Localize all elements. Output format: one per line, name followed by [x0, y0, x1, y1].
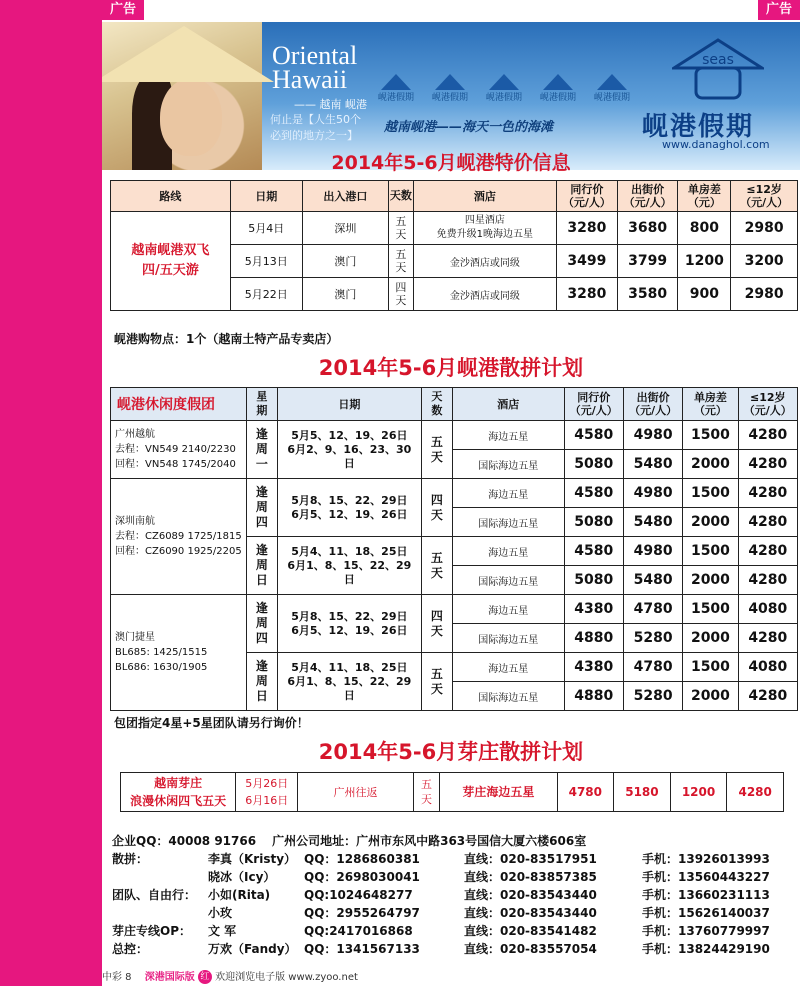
- price-cell: 2000: [683, 508, 738, 537]
- contact-row: 小玫 QQ：2955264797 直线：020-83543440 手机：15626140037: [208, 906, 770, 920]
- airline-info: 深圳南航 去程：CZ6089 1725/1815 回程：CZ6090 1925/2205: [111, 479, 247, 595]
- dates-cell: 5月4、11、18、25日 6月1、8、15、22、29 日: [277, 653, 421, 711]
- table-row: [111, 421, 798, 450]
- table-row: [111, 212, 798, 245]
- price-cell: 5280: [623, 624, 682, 653]
- route-name: 越南岘港双飞 四/五天游: [111, 212, 231, 311]
- price-cell: 4580: [564, 421, 623, 450]
- price-cell: 4580: [564, 479, 623, 508]
- price-cell: 2000: [683, 624, 738, 653]
- hat-icon: [381, 74, 411, 90]
- days-cell: 五 天: [421, 653, 452, 711]
- weekday-cell: 逢 周 四: [246, 595, 277, 653]
- hat-icon: [489, 74, 519, 90]
- section2-title: 2014年5-6月岘港散拼计划: [318, 356, 584, 380]
- hotel-cell: 国际海边五星: [452, 508, 564, 537]
- shopping-note: 岘港购物点：1个（越南土特产品专卖店）: [114, 332, 339, 346]
- price-cell: 3200: [731, 245, 798, 278]
- price-cell: 4280: [738, 624, 797, 653]
- hotel-cell: 海边五星: [452, 653, 564, 682]
- col-header: 天数: [388, 181, 413, 212]
- port-cell: 深圳: [302, 212, 388, 245]
- airline-info: 澳门捷星 BL685: 1425/1515 BL686: 1630/1905: [111, 595, 247, 711]
- col-header: 出街价 （元/人）: [623, 388, 682, 421]
- price-cell: 3580: [617, 278, 678, 311]
- brand-chinese: —— 越南 岘港: [294, 98, 367, 111]
- price-cell: 4280: [738, 682, 797, 711]
- hotel-cell: 芽庄海边五星: [440, 773, 557, 812]
- col-header: 单房差 （元）: [683, 388, 738, 421]
- price-cell: 4780: [623, 595, 682, 624]
- magenta-side-strip: [0, 0, 102, 986]
- col-header: 同行价 （元/人）: [557, 181, 618, 212]
- brand-english: Oriental Hawaii: [272, 41, 358, 94]
- contact-row: 芽庄专线OP： 文 军 QQ:2417016868 直线：020-83541482 手机：13760779997: [112, 924, 770, 938]
- table-header-row: [111, 181, 798, 212]
- group-note: 包团指定4星+5星团队请另行询价！: [114, 716, 309, 730]
- dates-cell: 5月5、12、19、26日 6月2、9、16、23、30 日: [277, 421, 421, 479]
- days-cell: 四 天: [421, 595, 452, 653]
- price-cell: 1500: [683, 653, 738, 682]
- days-cell: 四 天: [388, 278, 413, 311]
- route-name: 越南芽庄 浪漫休闲四飞五天: [121, 773, 236, 812]
- price-cell: 3799: [617, 245, 678, 278]
- section1-title: 2014年5-6月岘港特价信息: [331, 152, 571, 174]
- edition-name: 深港国际版: [144, 972, 195, 983]
- col-header: 天 数: [421, 388, 452, 421]
- section3-title: 2014年5-6月芽庄散拼计划: [318, 740, 584, 764]
- hotel-cell: 海边五星: [452, 479, 564, 508]
- price-cell: 5480: [623, 508, 682, 537]
- hotel-cell: 金沙酒店或同级: [413, 278, 556, 311]
- price-cell: 2000: [683, 450, 738, 479]
- col-header: ≤12岁 （元/人）: [738, 388, 797, 421]
- price-cell: 5280: [623, 682, 682, 711]
- col-header: 日期: [230, 181, 302, 212]
- col-header: ≤12岁 （元/人）: [731, 181, 798, 212]
- group-tour-table: [110, 387, 798, 711]
- price-cell: 1200: [670, 773, 727, 812]
- special-price-table: [110, 180, 798, 311]
- price-cell: 4980: [623, 421, 682, 450]
- slogan: 何止是【人生50个 必到的地方之一】: [270, 113, 361, 142]
- date-cell: 5月13日: [230, 245, 302, 278]
- date-cell: 5月4日: [230, 212, 302, 245]
- mini-logo-row: [374, 74, 634, 103]
- dates-cell: 5月8、15、22、29日 6月5、12、19、26日: [277, 479, 421, 537]
- price-cell: 2980: [731, 278, 798, 311]
- hotel-cell: 国际海边五星: [452, 566, 564, 595]
- logo-hat-text: seas: [702, 52, 734, 68]
- price-cell: 4280: [738, 479, 797, 508]
- company-logo-hat-icon: [672, 38, 764, 102]
- days-cell: 五 天: [421, 421, 452, 479]
- price-cell: 4380: [564, 595, 623, 624]
- dates-cell: 5月4、11、18、25日 6月1、8、15、22、29 日: [277, 537, 421, 595]
- price-cell: 4780: [623, 653, 682, 682]
- price-cell: 4280: [727, 773, 784, 812]
- ad-content: [102, 22, 800, 986]
- hat-icon: [435, 74, 465, 90]
- port-cell: 澳门: [302, 278, 388, 311]
- mini-logo: 岘港假期: [590, 74, 634, 103]
- hat-icon: [597, 74, 627, 90]
- col-header: 酒店: [413, 181, 556, 212]
- col-header: 同行价 （元/人）: [564, 388, 623, 421]
- price-cell: 4880: [564, 682, 623, 711]
- price-cell: 3280: [557, 278, 618, 311]
- price-cell: 900: [678, 278, 731, 311]
- price-cell: 3499: [557, 245, 618, 278]
- price-cell: 5480: [623, 566, 682, 595]
- price-cell: 4580: [564, 537, 623, 566]
- price-cell: 4780: [557, 773, 614, 812]
- price-cell: 1500: [683, 595, 738, 624]
- weekday-cell: 逢 周 日: [246, 537, 277, 595]
- mini-logo: 岘港假期: [536, 74, 580, 103]
- weekday-cell: 逢 周 日: [246, 653, 277, 711]
- table-row: [111, 479, 798, 508]
- company-url: www.danaghol.com: [662, 138, 770, 151]
- weekday-cell: 逢 周 四: [246, 479, 277, 537]
- price-cell: 1500: [683, 421, 738, 450]
- price-cell: 5180: [614, 773, 671, 812]
- price-cell: 4280: [738, 450, 797, 479]
- hotel-cell: 金沙酒店或同级: [413, 245, 556, 278]
- ad-label-left: 广告: [102, 0, 144, 20]
- price-cell: 4280: [738, 421, 797, 450]
- col-header: 酒店: [452, 388, 564, 421]
- price-cell: 2000: [683, 682, 738, 711]
- days-cell: 四 天: [421, 479, 452, 537]
- price-cell: 2000: [683, 566, 738, 595]
- footer-link-text[interactable]: 欢迎浏览电子版 www.zyoo.net: [215, 972, 358, 983]
- days-cell: 五 天: [388, 245, 413, 278]
- price-cell: 5080: [564, 508, 623, 537]
- price-cell: 3280: [557, 212, 618, 245]
- price-cell: 4280: [738, 566, 797, 595]
- dates-cell: 5月8、15、22、29日 6月5、12、19、26日: [277, 595, 421, 653]
- price-cell: 4080: [738, 653, 797, 682]
- contact-row: 散拼： 李真（Kristy） QQ：1286860381 直线：020-83517951 手机：13926013993: [112, 852, 770, 866]
- conical-hat-icon: [102, 26, 274, 82]
- date-cell: 5月22日: [230, 278, 302, 311]
- days-cell: 五 天: [421, 537, 452, 595]
- table-row: [111, 595, 798, 624]
- price-cell: 4980: [623, 479, 682, 508]
- face-shape: [160, 78, 222, 156]
- contact-block: [112, 832, 792, 958]
- col-header: 出入港口: [302, 181, 388, 212]
- mini-logo: 岘港假期: [428, 74, 472, 103]
- price-cell: 800: [678, 212, 731, 245]
- hotel-cell: 海边五星: [452, 421, 564, 450]
- page-footer: [102, 968, 800, 988]
- price-cell: 1500: [683, 479, 738, 508]
- hotel-cell: 国际海边五星: [452, 682, 564, 711]
- mini-logo: 岘港假期: [374, 74, 418, 103]
- ad-label-right: 广告: [758, 0, 800, 20]
- days-cell: 五 天: [388, 212, 413, 245]
- price-cell: 5480: [623, 450, 682, 479]
- price-cell: 4280: [738, 537, 797, 566]
- hotel-cell: 海边五星: [452, 537, 564, 566]
- price-cell: 2980: [731, 212, 798, 245]
- contact-row: 总控： 万欢（Fandy） QQ：1341567133 直线：020-83557054 手机：13824429190: [112, 942, 770, 956]
- red-badge-icon: 红: [198, 970, 212, 984]
- contact-row: 团队、自由行： 小如(Rita) QQ:1024648277 直线：020-83543440 手机：13660231113: [112, 888, 770, 902]
- hotel-cell: 海边五星: [452, 595, 564, 624]
- price-cell: 4980: [623, 537, 682, 566]
- hotel-cell: 国际海边五星: [452, 450, 564, 479]
- page-number: 中彩 8: [102, 972, 132, 983]
- table-header-row: [111, 388, 798, 421]
- col-header: 出街价 （元/人）: [617, 181, 678, 212]
- contact-header-row: 企业QQ： 40008 91766 广州公司地址： 广州市东风中路363号国信大厦六楼606室: [112, 834, 587, 848]
- price-cell: 4880: [564, 624, 623, 653]
- col-header: 单房差 （元）: [678, 181, 731, 212]
- hat-icon: [543, 74, 573, 90]
- days-cell: 五 天: [413, 773, 440, 812]
- col-header: 星 期: [246, 388, 277, 421]
- company-logo-text: 岘港假期: [642, 112, 755, 142]
- price-cell: 4280: [738, 508, 797, 537]
- price-cell: 3680: [617, 212, 678, 245]
- hotel-cell: 国际海边五星: [452, 624, 564, 653]
- mini-logo: 岘港假期: [482, 74, 526, 103]
- price-cell: 1500: [683, 537, 738, 566]
- dates-cell: 5月26日 6月16日: [236, 773, 298, 812]
- port-cell: 澳门: [302, 245, 388, 278]
- col-header: 日期: [277, 388, 421, 421]
- table-row: [121, 773, 784, 812]
- hotel-cell: 四星酒店 免费升级1晚海边五星: [413, 212, 556, 245]
- price-cell: 5080: [564, 566, 623, 595]
- nha-trang-table: [120, 772, 784, 812]
- tagline: 越南岘港——海天一色的海滩: [384, 120, 554, 135]
- airline-info: 广州越航 去程：VN549 2140/2230 回程：VN548 1745/2040: [111, 421, 247, 479]
- contact-row: 晓冰（Icy） QQ：2698030041 直线：020-83857385 手机：13560443227: [208, 870, 770, 884]
- port-cell: 广州往返: [298, 773, 413, 812]
- price-cell: 4380: [564, 653, 623, 682]
- price-cell: 1200: [678, 245, 731, 278]
- price-cell: 4080: [738, 595, 797, 624]
- weekday-cell: 逢 周 一: [246, 421, 277, 479]
- col-header: 路线: [111, 181, 231, 212]
- tour-title-header: 岘港休闲度假团: [111, 388, 247, 421]
- price-cell: 5080: [564, 450, 623, 479]
